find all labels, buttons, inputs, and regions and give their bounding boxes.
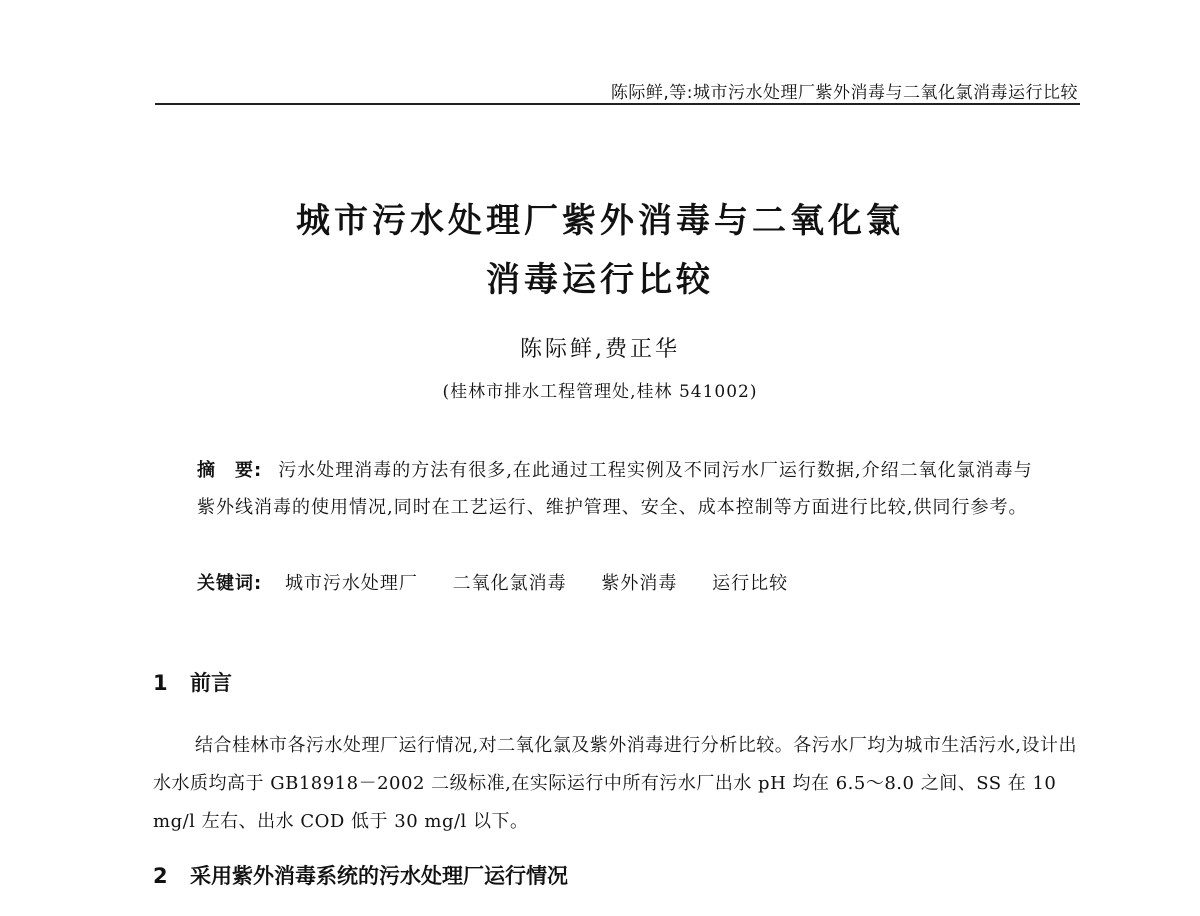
- keyword-item: 运行比较: [712, 573, 789, 594]
- keyword-item: 城市污水处理厂: [284, 573, 418, 594]
- keywords: [197, 569, 816, 595]
- section-title: 前言: [190, 671, 232, 695]
- section-number: 1: [153, 671, 168, 695]
- abstract: [197, 452, 1042, 526]
- section-heading-2: [153, 860, 568, 890]
- header-rule: [155, 103, 1080, 105]
- section-number: 2: [153, 864, 168, 888]
- keywords-label: 关键词:: [197, 573, 263, 594]
- section-1-body: 结合桂林市各污水处理厂运行情况,对二氧化氯及紫外消毒进行分析比较。各污水厂均为城市生活污水,设计出水水质均高于 GB18918－2002 二级标准,在实际运行中所有污水厂出水 pH 均在 6.5～8.0 之间、SS 在 10 mg/l 左右、出水 COD 低于 30 mg/l 以下。: [153, 735, 1077, 832]
- section-title: 采用紫外消毒系统的污水处理厂运行情况: [190, 864, 568, 888]
- keyword-item: 紫外消毒: [601, 573, 678, 594]
- paper-title-line-2: 消毒运行比较: [486, 260, 714, 300]
- abstract-text: 污水处理消毒的方法有很多,在此通过工程实例及不同污水厂运行数据,介绍二氧化氯消毒与紫外线消毒的使用情况,同时在工艺运行、维护管理、安全、成本控制等方面进行比较,供同行参考。: [197, 460, 1033, 518]
- running-header: 陈际鲜,等:城市污水处理厂紫外消毒与二氧化氯消毒运行比较: [610, 83, 1078, 103]
- paper-title-line-1: 城市污水处理厂紫外消毒与二氧化氯: [296, 201, 904, 241]
- affiliation: (桂林市排水工程管理处,桂林 541002): [442, 382, 758, 402]
- abstract-label: 摘 要:: [197, 460, 263, 481]
- keyword-item: 二氧化氯消毒: [452, 573, 567, 594]
- section-heading-1: [153, 667, 232, 697]
- authors: 陈际鲜,费正华: [520, 337, 680, 362]
